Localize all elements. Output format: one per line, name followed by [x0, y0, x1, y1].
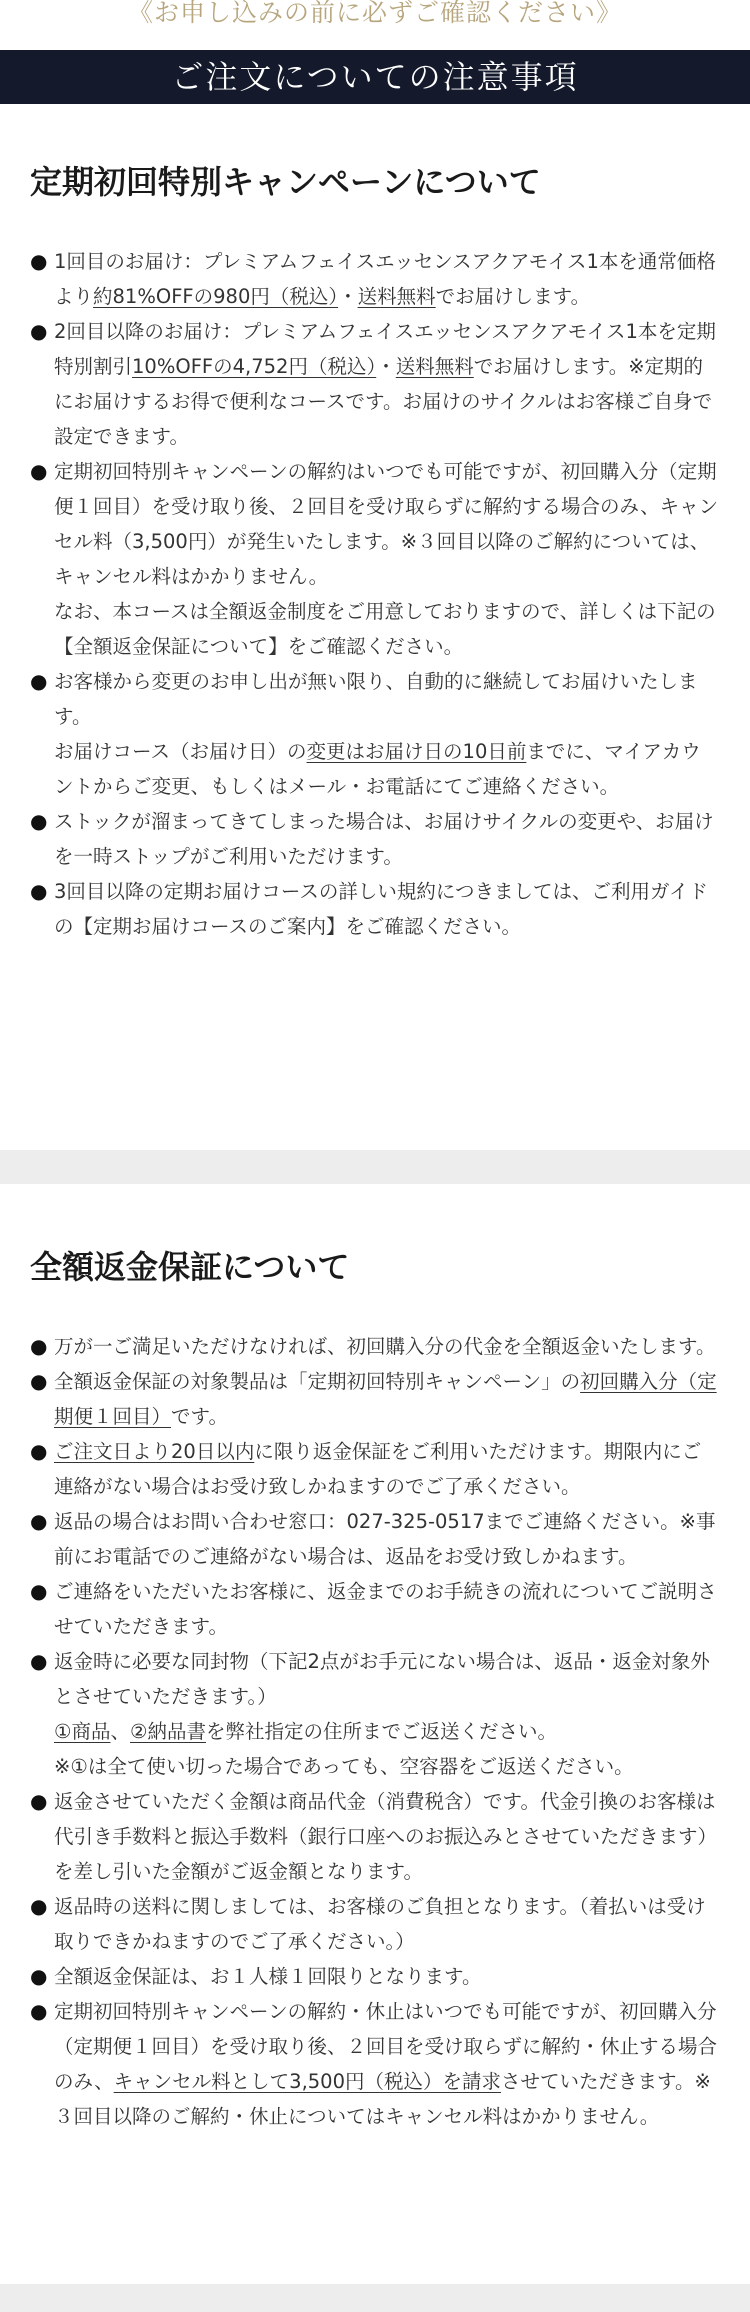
underlined-text: 10%OFFの4,752円（税込）	[132, 355, 377, 378]
bullet-icon: ●	[30, 1894, 48, 1918]
bullet-icon: ●	[30, 809, 48, 833]
item-text: ストックが溜まってきてしまった場合は、お届けサイクルの変更や、お届けを一時ストップがご利用いただけます。	[54, 810, 714, 868]
item-paragraph	[54, 1329, 720, 1364]
item-text: を弊社指定の住所までご返送ください。	[205, 1720, 557, 1743]
item-paragraph	[54, 1574, 720, 1644]
underlined-text: キャンセル料として3,500円（税込）を請求	[113, 2070, 501, 2093]
campaign-section-title: 定期初回特別キャンペーンについて	[30, 163, 541, 201]
underlined-text: 初回購入分（定期便１回目）	[54, 1370, 717, 1428]
item-paragraph	[54, 244, 720, 314]
item-text: ご連絡をいただいたお客様に、返金までのお手続きの流れについてご説明させていただきます。	[54, 1580, 717, 1638]
underlined-text: ①商品	[54, 1720, 111, 1743]
item-paragraph	[54, 1504, 720, 1574]
list-item	[30, 1784, 720, 1889]
underlined-text: 約81%OFFの980円（税込）	[93, 285, 339, 308]
banner-title: ご注文についての注意事項	[171, 58, 579, 96]
notice-text: 《お申し込みの前に必ずご確認ください》	[127, 0, 622, 27]
item-paragraph	[54, 804, 720, 874]
list-item	[30, 1889, 720, 1959]
bullet-icon: ●	[30, 669, 48, 693]
bullet-icon: ●	[30, 1999, 48, 2023]
item-text: ・	[376, 355, 396, 378]
section-divider	[0, 1150, 750, 1184]
bullet-icon: ●	[30, 1964, 48, 1988]
section-divider-bottom	[0, 2284, 750, 2312]
bullet-icon: ●	[30, 1579, 48, 1603]
item-text: 返金時に必要な同封物（下記2点がお手元にない場合は、返品・返金対象外とさせていただきます。）	[54, 1650, 710, 1708]
item-paragraph	[54, 1749, 720, 1784]
item-text: でお届けします。	[435, 285, 591, 308]
item-text: 1回目のお届け：プレミアムフェイスエッセンスアクアモイス1本を通常価格より	[54, 250, 716, 308]
bullet-icon: ●	[30, 879, 48, 903]
item-text: 3回目以降の定期お届けコースの詳しい規約につきましては、ご利用ガイドの【定期お届けコースのご案内】をご確認ください。	[54, 880, 708, 938]
bullet-icon: ●	[30, 1334, 48, 1358]
item-paragraph	[54, 664, 720, 734]
item-paragraph	[54, 1714, 720, 1749]
bullet-icon: ●	[30, 1649, 48, 1673]
item-paragraph	[54, 454, 720, 594]
item-text: お届けコース（お届け日）の	[54, 740, 307, 763]
underlined-text: 送料無料	[395, 355, 474, 378]
list-item	[30, 1434, 720, 1504]
item-text: 返品時の送料に関しましては、お客様のご負担となります。（着払いは受け取りできかねますのでご了承ください。）	[54, 1895, 706, 1953]
list-item	[30, 454, 720, 664]
section-banner	[0, 50, 750, 104]
item-text: に限り返金保証をご利用いただけます。期限内にご連絡がない場合はお受け致しかねますのでご了承ください。	[54, 1440, 702, 1498]
item-paragraph	[54, 734, 720, 804]
list-item	[30, 1644, 720, 1784]
bullet-icon: ●	[30, 1369, 48, 1393]
bullet-icon: ●	[30, 1509, 48, 1533]
campaign-terms-list	[30, 244, 720, 944]
item-text: 、	[110, 1720, 130, 1743]
list-item	[30, 1364, 720, 1434]
bullet-icon: ●	[30, 1439, 48, 1463]
item-text: 全額返金保証の対象製品は「定期初回特別キャンペーン」の	[54, 1370, 581, 1393]
item-text: 定期初回特別キャンペーンの解約・休止はいつでも可能ですが、初回購入分（定期便１回目）を受け取り後、２回目を受け取らずに解約・休止する場合のみ、	[54, 2000, 718, 2093]
refund-section	[30, 1245, 720, 2134]
list-item	[30, 874, 720, 944]
item-text: ※①は全て使い切った場合であっても、空容器をご返送ください。	[54, 1755, 634, 1778]
underlined-text: 変更はお届け日の10日前	[306, 740, 527, 763]
list-item	[30, 1959, 720, 1994]
item-text: 返品の場合はお問い合わせ窓口：027-325-0517までご連絡ください。※事前にお電話でのご連絡がない場合は、返品をお受け致しかねます。	[54, 1510, 716, 1568]
bullet-icon: ●	[30, 459, 48, 483]
item-text: でお届けします。※定期的にお届けするお得で便利なコースです。お届けのサイクルはお客様ご自身で設定できます。	[54, 355, 713, 448]
list-item	[30, 804, 720, 874]
item-paragraph	[54, 874, 720, 944]
item-paragraph	[54, 1434, 720, 1504]
item-text: 全額返金保証は、お１人様１回限りとなります。	[54, 1965, 482, 1988]
item-text: なお、本コースは全額返金制度をご用意しておりますので、詳しくは下記の【全額返金保証について】をご確認ください。	[54, 600, 716, 658]
bullet-icon: ●	[30, 319, 48, 343]
list-item	[30, 1329, 720, 1364]
item-text: 定期初回特別キャンペーンの解約はいつでも可能ですが、初回購入分（定期便１回目）を受け取り後、２回目を受け取らずに解約する場合のみ、キャンセル料（3,500円）が発生いたします。※３回目以降のご解約については、キャンセル料はかかりません。	[54, 460, 719, 588]
item-text: ・	[338, 285, 358, 308]
item-text: までに、マイアカウントからご変更、もしくはメール・お電話にてご連絡ください。	[54, 740, 701, 798]
campaign-section	[30, 160, 720, 944]
item-paragraph	[54, 1889, 720, 1959]
item-text: 万が一ご満足いただけなければ、初回購入分の代金を全額返金いたします。	[54, 1335, 716, 1358]
item-text: させていただきます。※３回目以降のご解約・休止についてはキャンセル料はかかりません。	[54, 2070, 711, 2128]
underlined-text: ご注文日より20日以内	[54, 1440, 255, 1463]
item-paragraph	[54, 1994, 720, 2134]
item-paragraph	[54, 1644, 720, 1714]
item-paragraph	[54, 594, 720, 664]
underlined-text: 送料無料	[357, 285, 436, 308]
list-item	[30, 1574, 720, 1644]
refund-section-title: 全額返金保証について	[30, 1248, 350, 1286]
list-item	[30, 244, 720, 314]
underlined-text: ②納品書	[130, 1720, 206, 1743]
item-paragraph	[54, 1364, 720, 1434]
item-text: です。	[171, 1405, 228, 1428]
item-paragraph	[54, 1784, 720, 1889]
item-text: 返金させていただく金額は商品代金（消費税含）です。代金引換のお客様は代引き手数料と振込手数料（銀行口座へのお振込みとさせていただきます）を差し引いた金額がご返金額となります。	[54, 1790, 718, 1883]
list-item	[30, 1504, 720, 1574]
list-item	[30, 664, 720, 804]
list-item	[30, 1994, 720, 2134]
list-item	[30, 314, 720, 454]
item-paragraph	[54, 314, 720, 454]
bullet-icon: ●	[30, 249, 48, 273]
item-paragraph	[54, 1959, 720, 1994]
refund-terms-list	[30, 1329, 720, 2134]
item-text: お客様から変更のお申し出が無い限り、自動的に継続してお届けいたします。	[54, 670, 698, 728]
item-text: 2回目以降のお届け：プレミアムフェイスエッセンスアクアモイス1本を定期特別割引	[54, 320, 716, 378]
bullet-icon: ●	[30, 1789, 48, 1813]
